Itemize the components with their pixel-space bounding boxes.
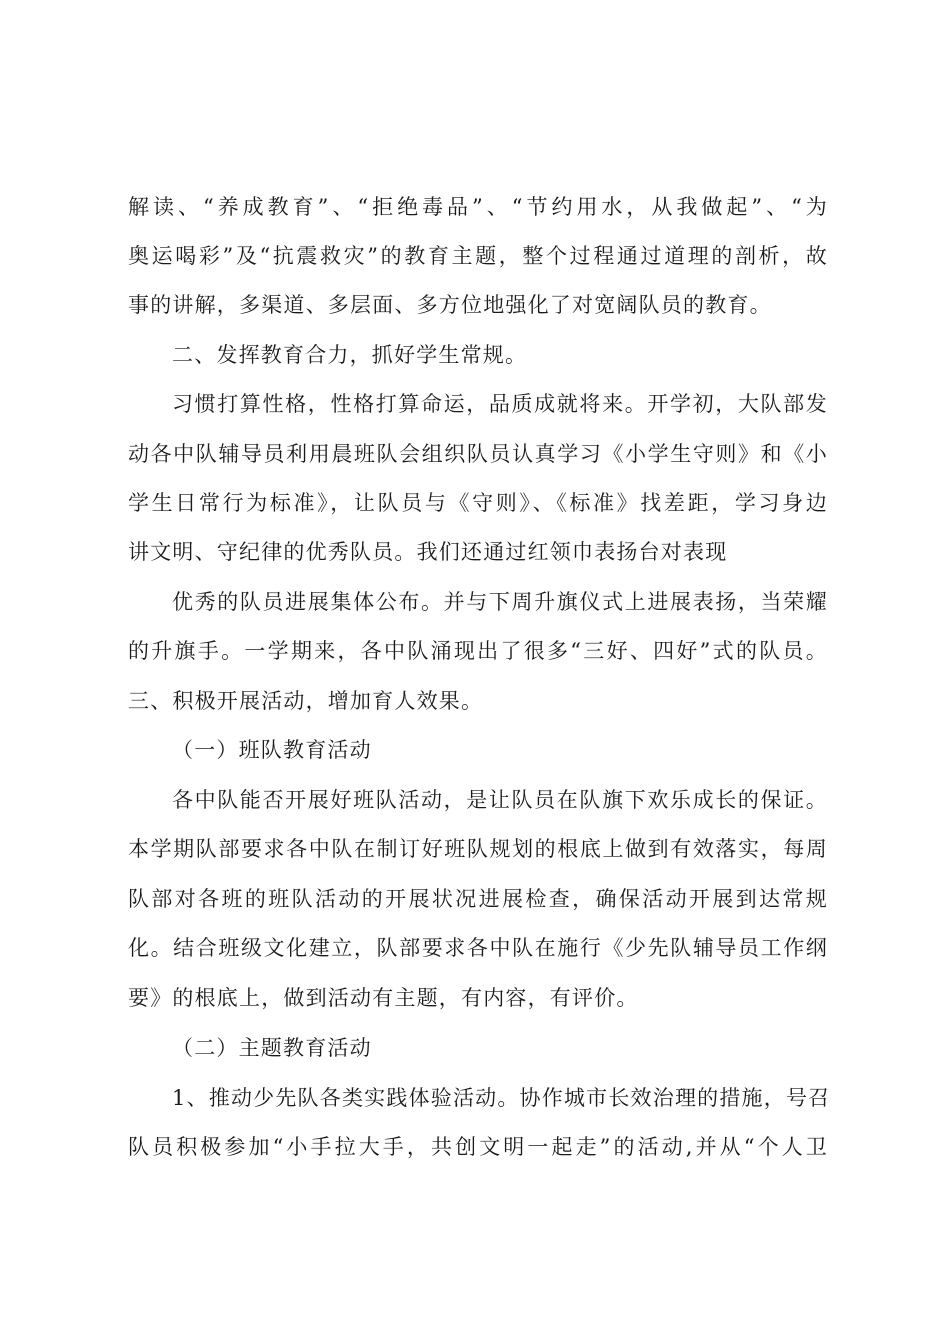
- text-line: 解读、“养成教育”、“拒绝毒品”、“节约用水，从我做起”、“为: [128, 195, 828, 219]
- text-line: 要》的根底上，做到活动有主题，有内容，有评价。: [128, 986, 639, 1010]
- text-line: 事的讲解，多渠道、多层面、多方位地强化了对宽阔队员的教育。: [128, 293, 772, 317]
- text-line: 队部对各班的班队活动的开展状况进展检查，确保活动开展到达常规: [128, 887, 828, 911]
- text-line: 优秀的队员进展集体公布。并与下周升旗仪式上进展表扬，当荣耀: [172, 590, 828, 614]
- text-line: 各中队能否开展好班队活动，是让队员在队旗下欢乐成长的保证。: [172, 788, 828, 812]
- text-line: 动各中队辅导员利用晨班队会组织队员认真学习《小学生守则》和《小: [128, 442, 828, 466]
- subsection-heading: （二）主题教育活动: [172, 1036, 372, 1060]
- text-line: 习惯打算性格，性格打算命运，品质成就将来。开学初，大队部发: [172, 392, 828, 416]
- text-line: 的升旗手。一学期来，各中队涌现出了很多“三好、四好”式的队员。: [128, 639, 828, 663]
- text-line: 奥运喝彩”及“抗震救灾”的教育主题，整个过程通过道理的剖析，故: [128, 244, 828, 268]
- section-heading: 二、发挥教育合力，抓好学生常规。: [172, 343, 528, 367]
- text-line: 化。结合班级文化建立，队部要求各中队在施行《少先队辅导员工作纲: [128, 936, 828, 960]
- text-line: 讲文明、守纪律的优秀队员。我们还通过红领巾表扬台对表现: [128, 540, 728, 564]
- section-heading: 三、积极开展活动，增加育人效果。: [128, 689, 484, 713]
- text-line: 学生日常行为标准》，让队员与《守则》、《标准》找差距，学习身边: [128, 491, 828, 515]
- subsection-heading: （一）班队教育活动: [172, 738, 372, 762]
- text-line: 本学期队部要求各中队在制订好班队规划的根底上做到有效落实，每周: [128, 837, 828, 861]
- text-line: 队员积极参加“小手拉大手，共创文明一起走”的活动,并从“个人卫: [128, 1135, 828, 1159]
- text-line: 1、推动少先队各类实践体验活动。协作城市长效治理的措施，号召: [172, 1086, 831, 1110]
